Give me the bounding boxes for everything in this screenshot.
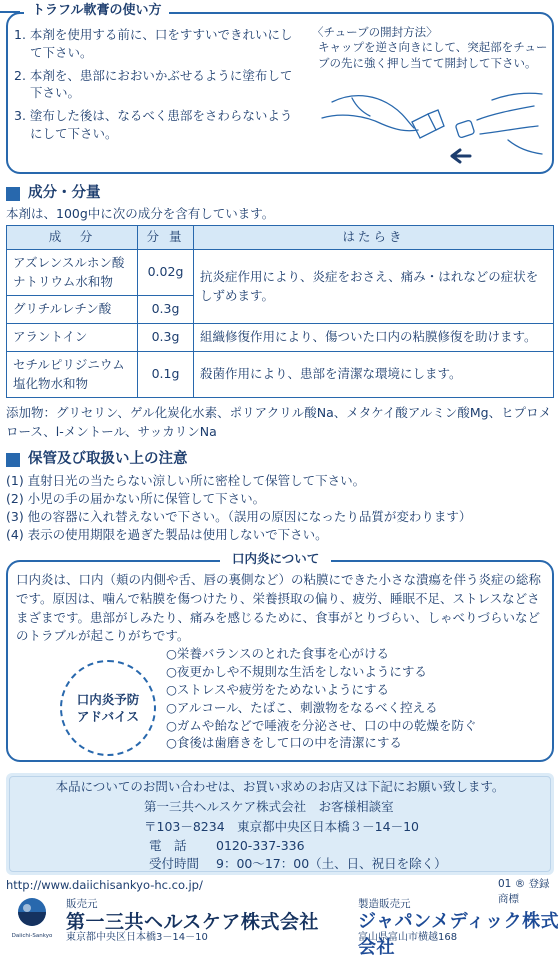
usage-title: トラフル軟膏の使い方: [24, 2, 169, 21]
maker-role: 製造販売元: [358, 898, 411, 910]
ingredient-function: 殺菌作用により、患部を清潔な環境にします。: [194, 352, 554, 398]
ingredient-name: セチルピリジニウム塩化物水和物: [7, 352, 138, 398]
list-item: (2) 小児の手の届かない所に保管して下さい。: [6, 490, 266, 506]
contact-box: [6, 773, 554, 875]
tube-opening-illustration: [312, 70, 548, 170]
hours-label: 受付時間: [149, 856, 200, 871]
phone-label: 電 話: [149, 838, 187, 853]
storage-list: [6, 472, 554, 544]
column-header: 分 量: [138, 226, 194, 250]
list-item: ○食後は歯磨きをして口の中を清潔にする: [166, 735, 402, 751]
ingredients-intro: 本剤は、100g中に次の成分を含有しています。: [6, 206, 275, 221]
table-row: [7, 352, 554, 398]
list-item: ○ガムや飴などで唾液を分泌させ、口の中の乾燥を防ぐ: [166, 717, 477, 733]
ingredients-section-header: [6, 184, 554, 204]
ingredient-function: 組織修復作用により、傷ついた口内の粘膜修復を助けます。: [194, 324, 554, 352]
usage-steps: [14, 26, 304, 148]
prevention-tips: [166, 645, 546, 752]
ingredient-name: アラントイン: [7, 324, 138, 352]
list-item: ○ストレスや疲労をためないようにする: [166, 681, 390, 697]
tube-opening-heading: 〈チューブの開封方法〉: [312, 25, 438, 39]
ingredient-function: 抗炎症作用により、炎症をおさえ、痛み・はれなどの症状をしずめます。: [194, 250, 554, 324]
usage-step: 3. 塗布した後は、なるべく患部をさわらないようにして下さい。: [14, 108, 293, 141]
stomatitis-title: 口内炎について: [220, 550, 331, 568]
list-item: (1) 直射日光の当たらない涼しい所に密栓して保管して下さい。: [6, 473, 366, 488]
usage-step: 2. 本剤を、患部におおいかぶせるように塗布して下さい。: [14, 67, 293, 101]
storage-heading: 保管及び取扱い上の注意: [28, 449, 196, 470]
website-url[interactable]: http://www.daiichisankyo-hc.co.jp/: [6, 878, 203, 892]
badge-line: 口内炎予防: [76, 691, 140, 707]
additives-text: 添加物：グリセリン、ゲル化炭化水素、ポリアクリル酸Na、メタケイ酸アルミン酸Mg、ヒプロメロース、l-メントール、サッカリンNa: [6, 405, 552, 439]
table-row: [7, 250, 554, 296]
maker-name: ジャパンメディック株式会社: [358, 911, 560, 959]
seller-address: 東京都中央区日本橋3－14－10: [66, 932, 208, 943]
ingredient-amount: 0.1g: [138, 352, 194, 398]
tube-opening-text: キャップを逆さ向きにして、突起部をチューブの先に強く押し当てて開封して下さい。: [318, 40, 548, 70]
contact-intro: 本品についてのお問い合わせは、お買い求めのお店又は下記にお願い致します。: [55, 779, 505, 794]
maker-address: 富山県富山市横越168: [358, 932, 458, 943]
contact-org: 第一三共ヘルスケア株式会社 お客様相談室: [144, 799, 394, 814]
usage-step: 1. 本剤を使用する前に、口をすすいできれいにして下さい。: [14, 27, 293, 60]
registered-trademark-note: 01 ® 登録商標: [498, 878, 550, 906]
table-row: [7, 324, 554, 352]
list-item: ○アルコール、たばこ、刺激物をなるべく控える: [166, 699, 438, 715]
logo-wordmark: Daiichi-Sankyo: [11, 933, 53, 939]
table-header-row: [7, 226, 554, 250]
column-header: はたらき: [194, 226, 554, 250]
storage-section-header: [6, 450, 554, 470]
hours-value: 9：00～17：00（土、日、祝日を除く）: [216, 856, 447, 871]
section-marker: [6, 453, 20, 467]
ingredient-amount: 0.02g: [138, 250, 194, 296]
list-item: (3) 他の容器に入れ替えないで下さい。（誤用の原因になったり品質が変わります）: [6, 508, 472, 524]
ingredients-table: [6, 225, 554, 398]
ingredient-name: アズレンスルホン酸ナトリウム水和物: [7, 250, 138, 296]
section-marker: [6, 187, 20, 201]
ingredient-amount: 0.3g: [138, 324, 194, 352]
list-item: ○夜更かしや不規則な生活をしないようにする: [166, 663, 427, 679]
stomatitis-text: 口内炎は、口内（頬の内側や舌、唇の裏側など）の粘膜にできた小さな潰瘍を伴う炎症の総称です。原因は、噛んで粘膜を傷つけたり、栄養摂取の偏り、疲労、睡眠不足、ストレスなどさまざまです。患部がしみたり、痛みを感じるために、食事がとりづらい、しゃべりづらいなどのトラブルが起こりがちです。: [16, 572, 542, 644]
ingredient-name: グリチルレチン酸: [7, 296, 138, 324]
daiichi-sankyo-logo: [10, 895, 54, 939]
ingredients-heading: 成分・分量: [28, 183, 109, 204]
seller-name: 第一三共ヘルスケア株式会社: [66, 911, 319, 933]
badge-line: アドバイス: [76, 709, 140, 724]
ingredient-amount: 0.3g: [138, 296, 194, 324]
column-header: 成 分: [7, 226, 138, 250]
list-item: (4) 表示の使用期限を過ぎた製品は使用しないで下さい。: [6, 526, 328, 542]
prevention-advice-badge: [60, 660, 156, 756]
list-item: ○栄養バランスのとれた食事を心がける: [166, 646, 390, 661]
contact-address: 〒103－8234 東京都中央区日本橋３－14－10: [144, 819, 419, 834]
phone-number: 0120-337-336: [216, 838, 305, 853]
seller-role: 販売元: [66, 898, 98, 910]
